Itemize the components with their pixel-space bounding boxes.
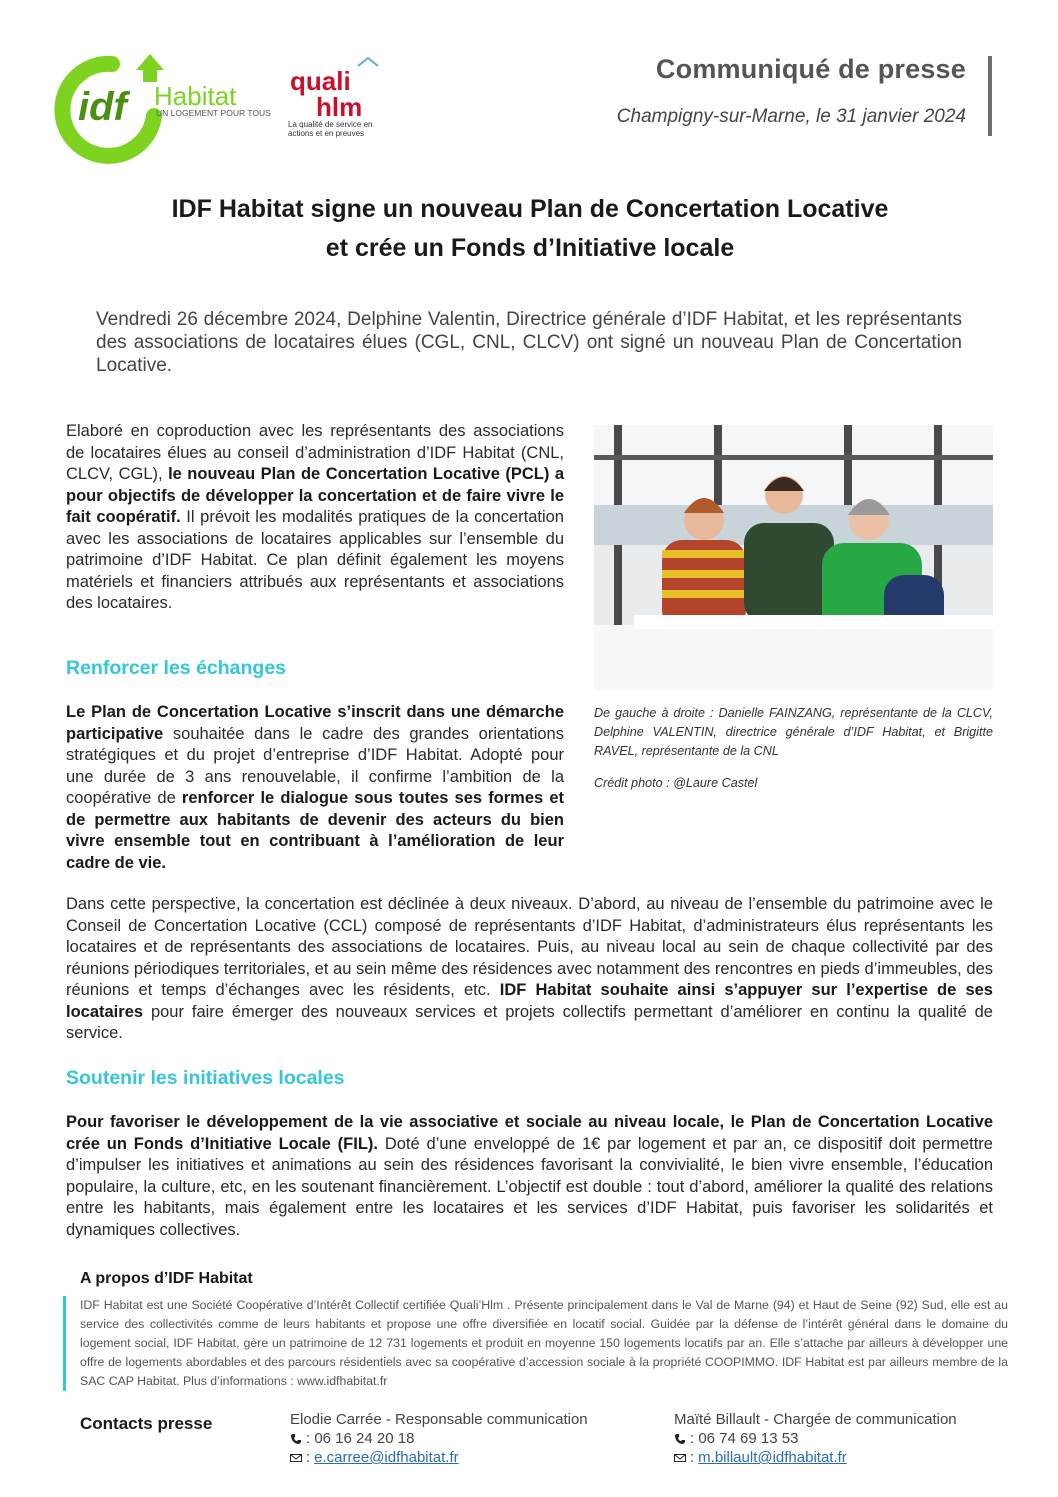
contact-email-link[interactable]: e.carree@idfhabitat.fr — [314, 1449, 459, 1466]
intro-paragraph: Elaboré en coproduction avec les représentants des associations de locataires élues au conseil d’administration d’IDF Habitat (CNL, CLCV, CGL), le nouveau Plan de Concertation Locative (PCL) a pour objectifs de développer la concertation et de faire vivre le fait coopératif. Il prévoit les modalités pratiques de la concertation avec les associations de locataires applicables sur l’ensemble du patrimoine d’IDF Habitat. Ce plan définit également les moyens matériels et financiers attribués aux représentants et associations des locataires. — [66, 422, 564, 612]
contact-name: Elodie Carrée - Responsable communication — [290, 1411, 588, 1428]
contact-phone: : 06 74 69 13 53 — [690, 1430, 799, 1447]
levels-paragraph: Dans cette perspective, la concertation est déclinée à deux niveaux. D’abord, au niveau de l’ensemble du patrimoine avec le Conseil de Concertation Locative (CCL) composé de représentants d’IDF Habitat, d’administrateurs élus représentants les locataires et de représentants des associations de locataires. Puis, au niveau local au sein de chaque collectivité par des réunions périodiques territoriales, et au sein même des résidences avec notamment des rencontres en pieds d’immeubles, des réunions et temps d’échanges avec les résidents, etc. IDF Habitat souhaite ainsi s’appuyer sur l’expertise de ses locataires pour faire émerger des nouveaux services et projets collectifs permettant d’améliorer en continu la qualité de service. — [66, 895, 993, 1042]
svg-text:hlm: hlm — [316, 92, 363, 122]
phone-icon — [674, 1433, 686, 1445]
mail-icon — [290, 1452, 302, 1464]
contacts-label: Contacts presse — [80, 1414, 213, 1433]
contact-phone: : 06 16 24 20 18 — [306, 1430, 415, 1447]
svg-text:idf: idf — [78, 85, 127, 129]
headline-line-1: IDF Habitat signe un nouveau Plan de Concertation Locative — [171, 195, 889, 223]
svg-text:Habitat: Habitat — [154, 81, 237, 111]
phone-icon — [290, 1433, 302, 1445]
section2-paragraph: Pour favoriser le développement de la vie associative et sociale au niveau locale, le Plan de Concertation Locative crée un Fonds d’Initiative Locale (FIL). Doté d’une enveloppé de 1€ par logement et par an, ce dispositif doit permettre d’impulser les initiatives et animations au sein des résidences favorisant la convivialité, le bien vivre ensemble, l’éducation populaire, la culture, etc, en les soutenant financièrement. L’objectif est double : tout d’abord, améliorer la qualité des relations entre les habitants, mais également entre les locataires et les services d’IDF Habitat, puis favoriser les solidarités et dynamiques collectives. — [66, 1113, 993, 1239]
contact-elodie: Elodie Carrée - Responsable communication : 06 16 24 20 18 : e.carree@idfhabitat.fr — [290, 1411, 588, 1466]
contact-email-link[interactable]: m.billault@idfhabitat.fr — [698, 1449, 847, 1466]
press-release-label: Communiqué de presse — [655, 54, 966, 84]
date-line: Champigny-sur-Marne, le 31 janvier 2024 — [616, 106, 966, 127]
headline — [80, 190, 980, 268]
about-title: A propos d’IDF Habitat — [80, 1270, 253, 1287]
idf-habitat-logo — [50, 50, 271, 160]
contact-maite: Maïté Billault - Chargée de communication : 06 74 69 13 53 : m.billault@idfhabitat.fr — [674, 1411, 957, 1466]
section-title-renforcer: Renforcer les échanges — [66, 657, 287, 679]
mail-icon — [674, 1452, 686, 1464]
signing-photo — [594, 425, 993, 690]
about-text: IDF Habitat est une Société Coopérative d’Intérêt Collectif certifiée Quali’Hlm . Présente principalement dans le Val de Marne (94) et Haut de Seine (92) Sud, elle est au service des collectivités comme de leurs habitants et propose une offre diversifiée en locatif social. Guidée par la défense de l’intérêt général dans le domaine du logement social, IDF Habitat, gère un patrimoine de 12 731 logements et produit en moyenne 150 logements locatifs par an. Elle s’attache par ailleurs à développer une offre de logements abordables et des parcours résidentiels avec sa coopérative d’accession sociale à la propriété COOPIMMO. IDF Habitat est par ailleurs membre de la SAC CAP Habitat. Plus d’informations : www.idfhabitat.fr — [63, 1296, 1008, 1391]
photo-caption: De gauche à droite : Danielle FAINZANG, représentante de la CLCV, Delphine VALENTIN, directrice générale d’IDF Habitat, et Brigitte RAVEL, représentante de la CNL — [594, 706, 993, 758]
section-title-soutenir: Soutenir les initiatives locales — [66, 1067, 345, 1089]
contact-name: Maïté Billault - Chargée de communication — [674, 1411, 957, 1428]
headline-line-2: et crée un Fonds d’Initiative locale — [325, 234, 735, 262]
header-divider — [988, 56, 992, 136]
photo-credit: Crédit photo : @Laure Castel — [594, 776, 758, 790]
quali-hlm-logo: quali hlm La qualité de service en actions et en preuves — [288, 52, 398, 147]
svg-text:UN LOGEMENT POUR TOUS: UN LOGEMENT POUR TOUS — [156, 108, 271, 118]
svg-text:quali: quali — [290, 66, 351, 96]
lead-paragraph: Vendredi 26 décembre 2024, Delphine Valentin, Directrice générale d’IDF Habitat, et les représentants des associations de locataires élues (CGL, CNL, CLCV) ont signé un nouveau Plan de Concertation Locative. — [96, 309, 962, 376]
section1-paragraph: Le Plan de Concertation Locative s’inscrit dans une démarche participative souhaitée dans le cadre des grandes orientations stratégiques et du projet d’entreprise d’IDF Habitat. Adopté pour une durée de 3 ans renouvelable, il confirme l’ambition de la coopérative de renforcer le dialogue sous toutes ses formes et de permettre aux habitants de devenir des acteurs du bien vivre ensemble tout en contribuant à l’amélioration de leur cadre de vie. — [66, 703, 564, 872]
